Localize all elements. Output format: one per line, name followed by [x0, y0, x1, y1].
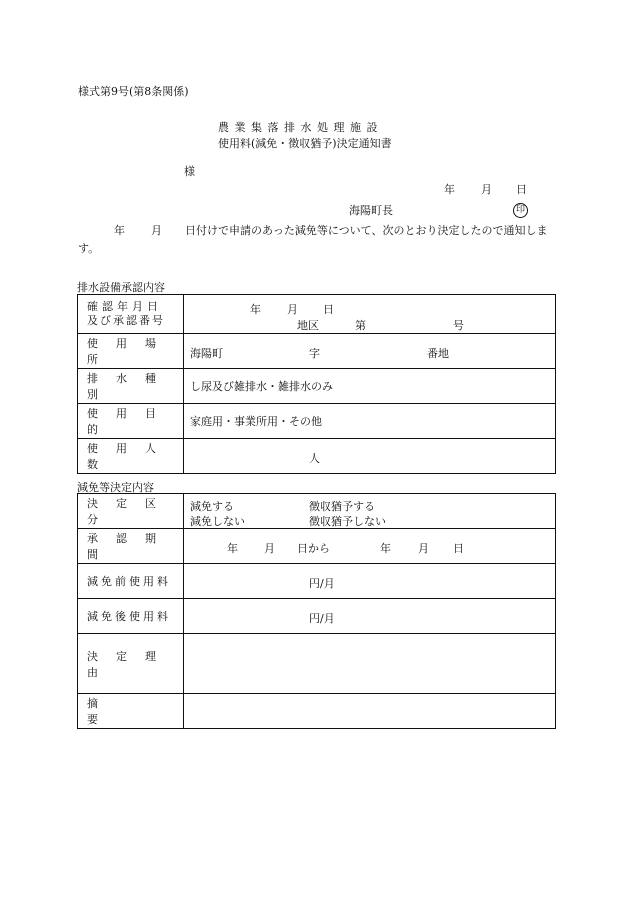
drain-type-value[interactable]: し尿及び雑排水・雑排水のみ: [184, 369, 556, 404]
row-label-confirm-date: [78, 295, 184, 334]
row-label-decision-type: 決定区分: [78, 494, 184, 529]
table-row: [78, 634, 556, 694]
row-label-users: 使用人数: [78, 439, 184, 474]
option-no-exempt: 減免しない: [190, 515, 245, 528]
table-row: [78, 694, 556, 729]
option-defer: 徴収猶予する: [309, 500, 375, 513]
table-row: [78, 494, 556, 529]
row-label-drain-type: 排水種別: [78, 369, 184, 404]
row-label-purpose: 使用目的: [78, 404, 184, 439]
banchi-label: 番地: [427, 347, 449, 360]
table-row: [78, 439, 556, 474]
approval-table: [77, 294, 556, 474]
intro-month: 月: [151, 224, 162, 237]
town-name: 海陽町: [190, 347, 223, 360]
aza-label: 字: [309, 347, 320, 360]
row-label-location: 使用場所: [78, 334, 184, 369]
period-end-year: 年: [380, 542, 391, 555]
users-value[interactable]: [184, 439, 556, 474]
confirm-date-value[interactable]: [184, 295, 556, 334]
form-number: 様式第9号(第8条関係): [78, 85, 189, 98]
document-title-line1: 農業集落排水処理施設: [218, 121, 383, 134]
table-row: [78, 404, 556, 439]
table-row: [78, 529, 556, 564]
table-row: [78, 334, 556, 369]
remarks-value[interactable]: [184, 694, 556, 729]
users-unit: 人: [309, 452, 320, 465]
intro-paragraph: [78, 222, 558, 258]
confirm-day: 日: [323, 303, 334, 316]
period-end-month: 月: [418, 542, 429, 555]
option-no-defer: 徴収猶予しない: [309, 515, 386, 528]
district-label: 地区: [297, 319, 319, 332]
row-label-remarks: 摘要: [78, 694, 184, 729]
row-label-fee-after: 減免後使用料: [78, 599, 184, 634]
intro-text: 日付けで申請のあった減免等について、次のとおり決定したので通知します。: [78, 224, 548, 255]
purpose-value[interactable]: 家庭用・事業所用・その他: [184, 404, 556, 439]
row-label-reason: 決定理由: [78, 634, 184, 694]
period-end-day: 日: [453, 542, 464, 555]
fee-after-value[interactable]: [184, 599, 556, 634]
intro-year: 年: [114, 224, 125, 237]
seal-mark: 印: [513, 203, 528, 218]
label-line1: 確認年月日: [87, 300, 162, 313]
period-start-month: 月: [264, 542, 275, 555]
table-row: [78, 599, 556, 634]
go-label: 号: [453, 319, 464, 332]
row-label-fee-before: 減免前使用料: [78, 564, 184, 599]
dai-label: 第: [355, 319, 366, 332]
decision-type-value[interactable]: [184, 494, 556, 529]
date-year: 年: [444, 183, 455, 196]
row-label-period: 承認期間: [78, 529, 184, 564]
issuer-name: 海陽町長: [349, 204, 393, 217]
date-day: 日: [516, 183, 527, 196]
option-exempt: 減免する: [190, 500, 234, 513]
confirm-year: 年: [250, 303, 261, 316]
section1-heading: 排水設備承認内容: [77, 281, 165, 294]
table-row: [78, 369, 556, 404]
reason-value[interactable]: [184, 634, 556, 694]
period-value[interactable]: [184, 529, 556, 564]
period-start-day: 日から: [297, 542, 330, 555]
table-row: [78, 295, 556, 334]
fee-before-unit: 円/月: [309, 577, 335, 590]
period-start-year: 年: [227, 542, 238, 555]
decision-table: [77, 493, 556, 729]
section2-heading: 減免等決定内容: [77, 481, 154, 494]
fee-before-value[interactable]: [184, 564, 556, 599]
addressee-suffix: 様: [184, 165, 195, 178]
table-row: [78, 564, 556, 599]
label-line2: 及び承認番号: [87, 314, 165, 327]
location-value[interactable]: [184, 334, 556, 369]
confirm-month: 月: [287, 303, 298, 316]
document-title-line2: 使用料(減免・徴収猶予)決定通知書: [218, 137, 392, 150]
fee-after-unit: 円/月: [309, 612, 335, 625]
date-month: 月: [481, 183, 492, 196]
